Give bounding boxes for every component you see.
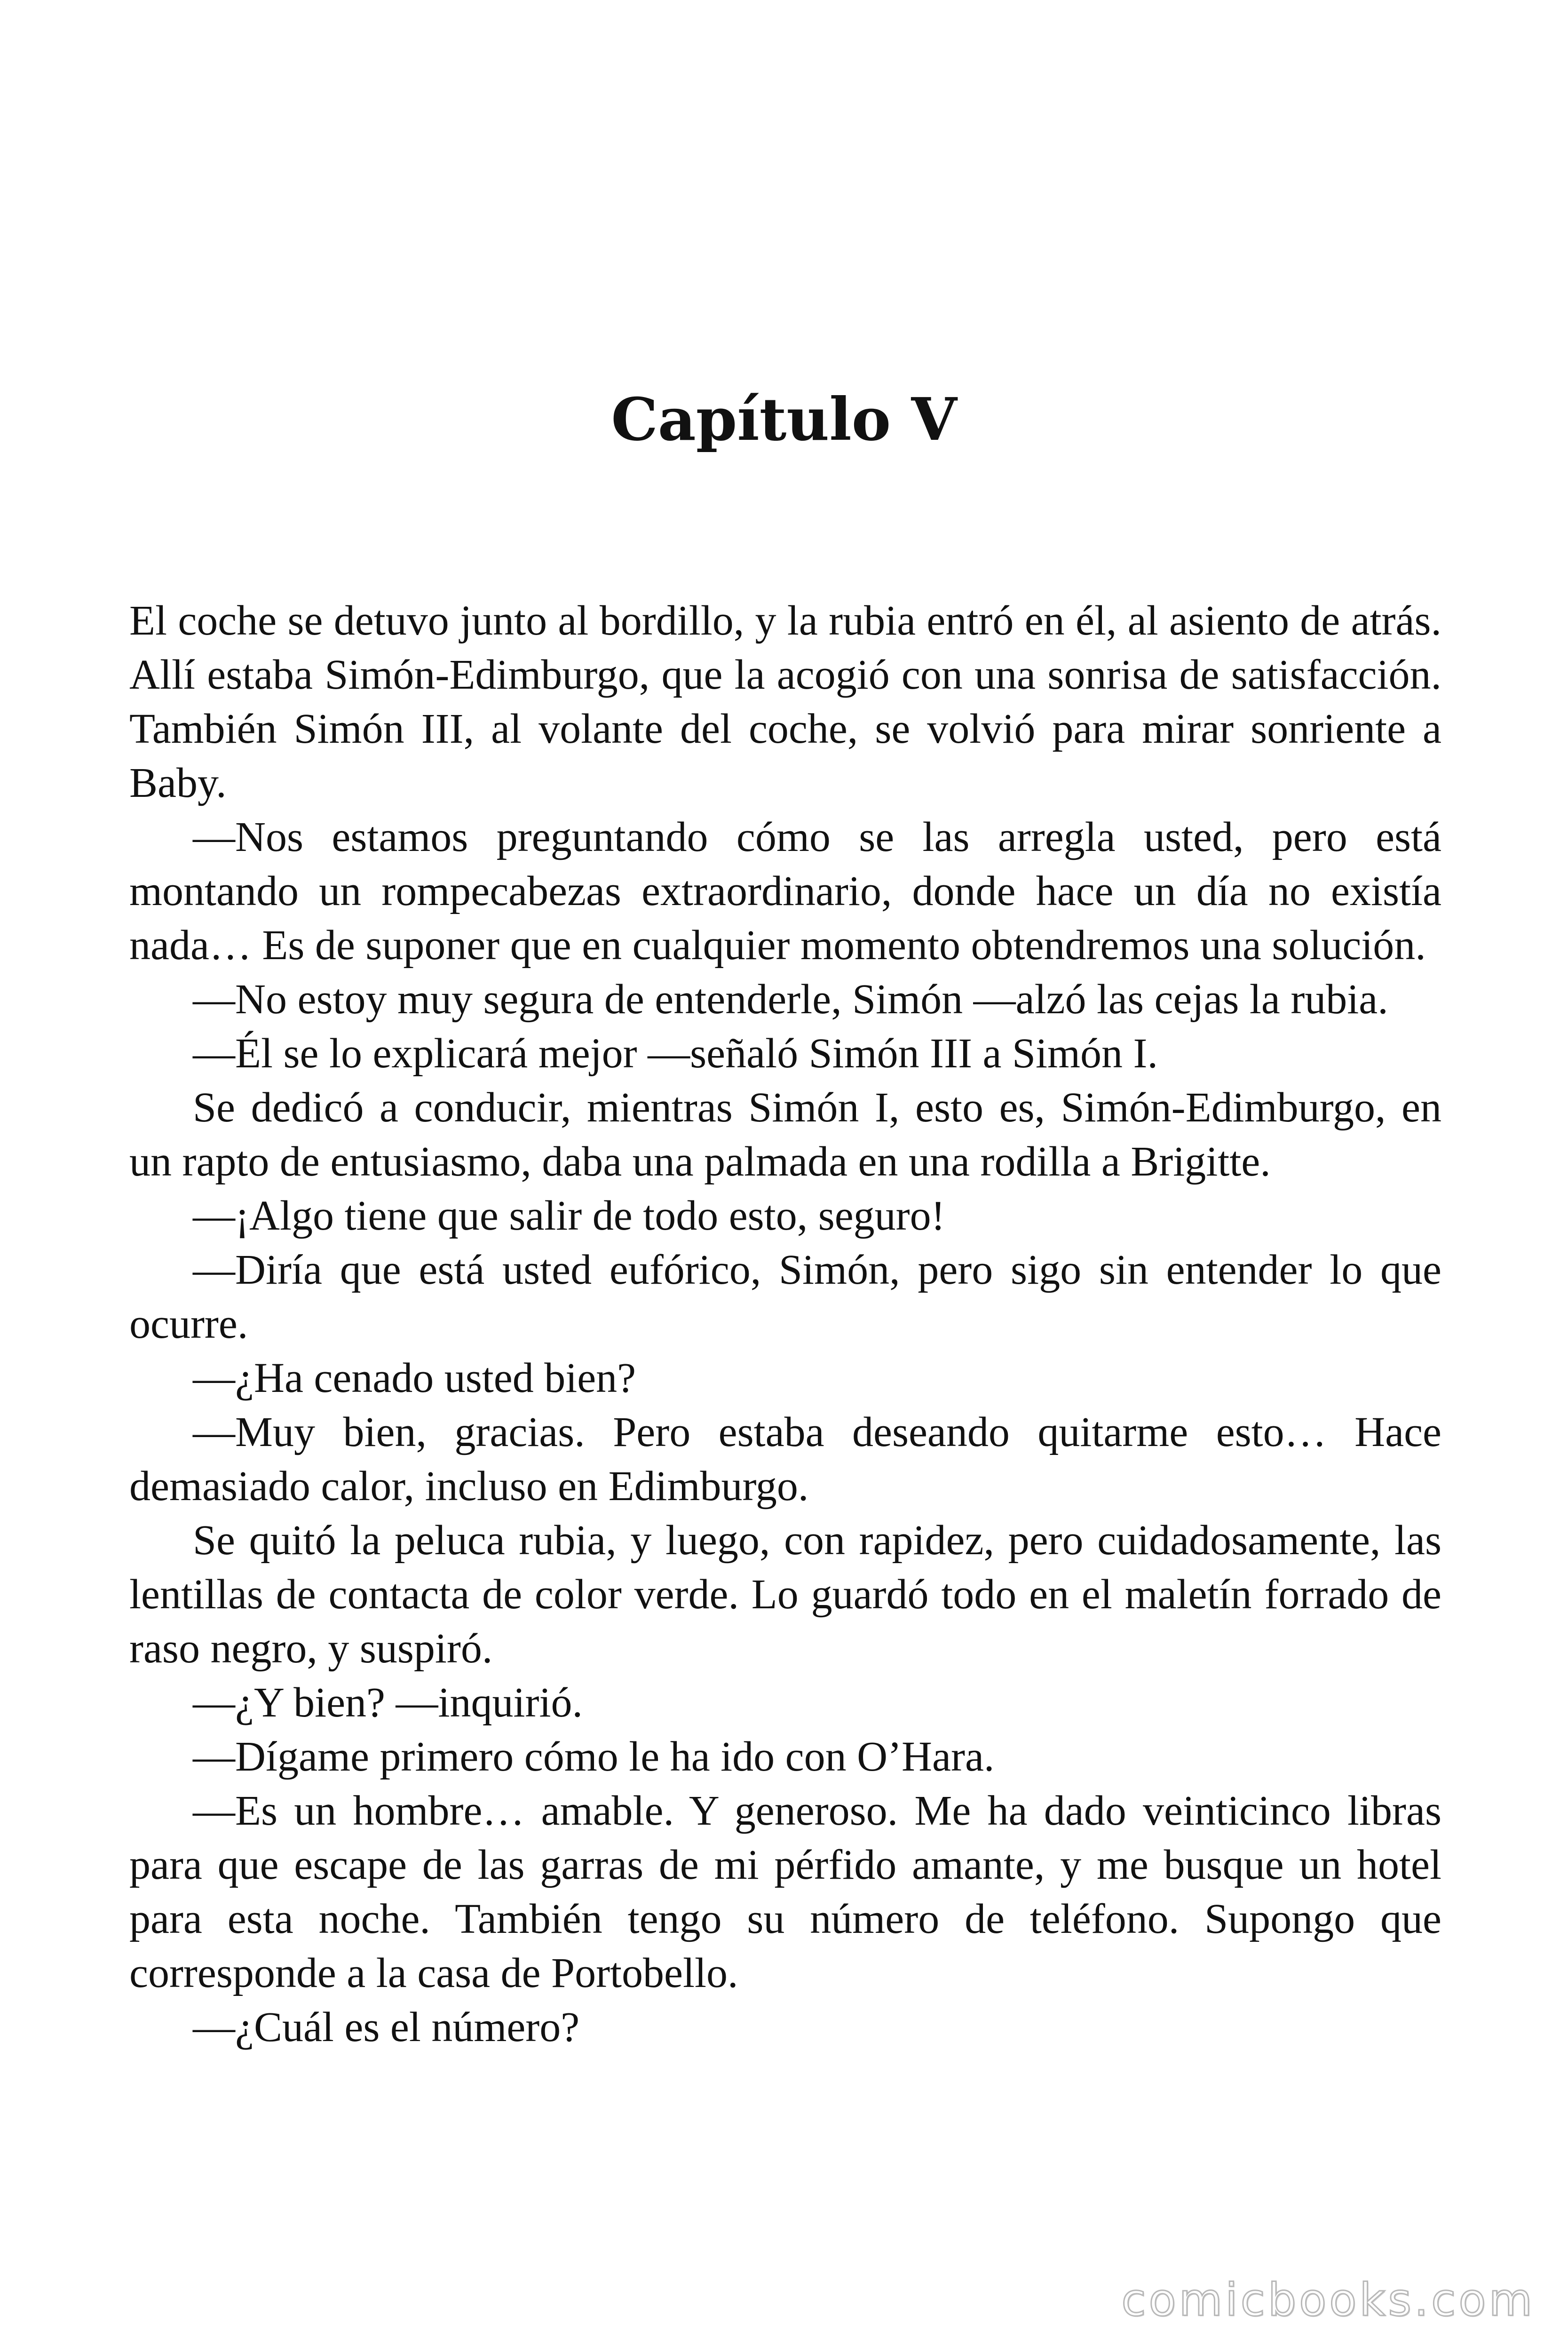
- paragraph: —Diría que está usted eufórico, Simón, pero sigo sin entender lo que ocurre.: [129, 1247, 1441, 1347]
- paragraph: —¡Algo tiene que salir de todo esto, seguro!: [193, 1192, 945, 1239]
- paragraph: —¿Cuál es el número?: [193, 2004, 580, 2050]
- watermark: comicbooks.com: [1121, 2274, 1535, 2326]
- paragraph: —Él se lo explicará mejor —señaló Simón III a Simón I.: [193, 1030, 1158, 1077]
- paragraph: El coche se detuvo junto al bordillo, y la rubia entró en él, al asiento de atrás. Allí estaba Simón-Edimburgo, que la acogió con una sonrisa de satisfacción. También Simón III, al volante del coche, se volvió para mirar sonriente a Baby.: [129, 597, 1441, 806]
- paragraph: —Muy bien, gracias. Pero estaba deseando quitarme esto… Hace demasiado calor, incluso en Edimburgo.: [129, 1409, 1441, 1510]
- paragraph: —Es un hombre… amable. Y generoso. Me ha dado veinticinco libras para que escape de las garras de mi pérfido amante, y me busque un hotel para esta noche. También tengo su número de teléfono. Supongo que corresponde a la casa de Portobello.: [129, 1788, 1441, 1996]
- chapter-title: Capítulo V: [611, 385, 957, 454]
- paragraph: —¿Ha cenado usted bien?: [193, 1355, 636, 1401]
- paragraph: Se quitó la peluca rubia, y luego, con rapidez, pero cuidadosamente, las lentillas de contacta de color verde. Lo guardó todo en el maletín forrado de raso negro, y suspiró.: [129, 1517, 1441, 1672]
- paragraph: —Dígame primero cómo le ha ido con O’Hara.: [193, 1733, 995, 1780]
- paragraph: Se dedicó a conducir, mientras Simón I, esto es, Simón-Edimburgo, en un rapto de entusiasmo, daba una palmada en una rodilla a Brigitte.: [129, 1084, 1441, 1185]
- paragraph: —Nos estamos preguntando cómo se las arregla usted, pero está montando un rompecabezas extraordinario, donde hace un día no existía nada… Es de suponer que en cualquier momento obtendremos una solución.: [129, 814, 1441, 969]
- paragraph: —¿Y bien? —inquirió.: [193, 1679, 583, 1726]
- body-text: [129, 594, 1441, 2054]
- paragraph: —No estoy muy segura de entenderle, Simón —alzó las cejas la rubia.: [193, 976, 1388, 1023]
